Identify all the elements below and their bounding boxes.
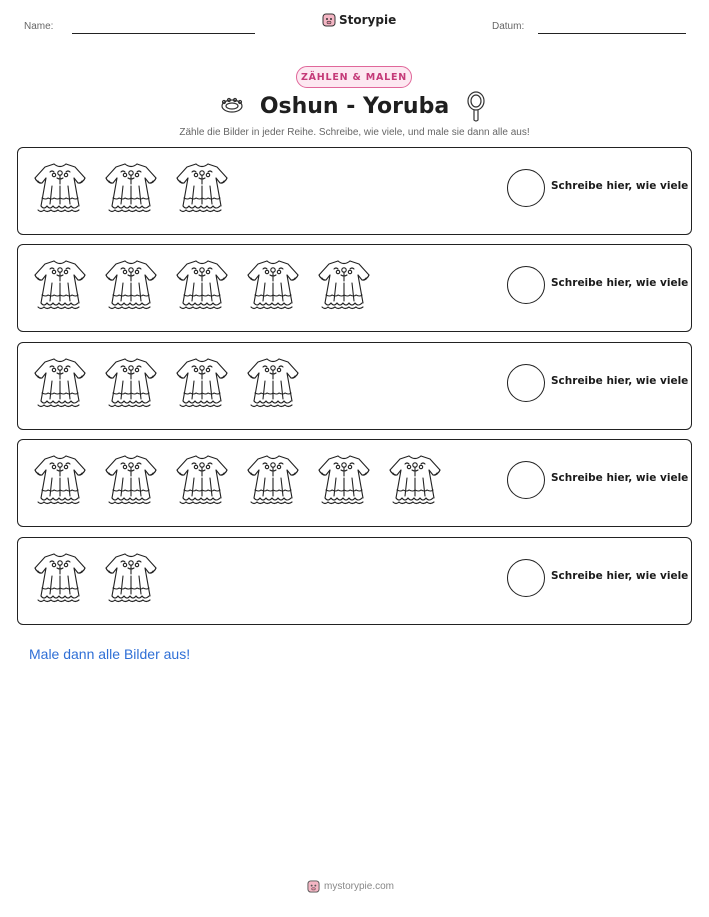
dress-icon[interactable] — [30, 257, 90, 313]
footer-url: mystorypie.com — [324, 881, 395, 892]
dress-icon[interactable] — [101, 452, 161, 508]
answer-circle[interactable] — [507, 559, 545, 597]
answer-label: Schreibe hier, wie viele — [551, 277, 689, 289]
dress-icon[interactable] — [385, 452, 445, 508]
dress-icon[interactable] — [101, 355, 161, 411]
storypie-logo — [322, 13, 396, 27]
dress-icon[interactable] — [30, 452, 90, 508]
date-label: Datum: — [492, 21, 525, 32]
dress-icon[interactable] — [101, 257, 161, 313]
dress-icon[interactable] — [172, 452, 232, 508]
answer-label: Schreibe hier, wie viele — [551, 472, 689, 484]
coloring-instruction: Male dann alle Bilder aus! — [29, 646, 191, 662]
answer-circle[interactable] — [507, 169, 545, 207]
counting-row — [17, 439, 692, 527]
counting-row — [17, 244, 692, 332]
answer-label: Schreibe hier, wie viele — [551, 180, 689, 192]
dress-icon[interactable] — [30, 160, 90, 216]
dress-icon[interactable] — [30, 355, 90, 411]
answer-circle[interactable] — [507, 266, 545, 304]
dress-icon[interactable] — [243, 452, 303, 508]
dress-icon[interactable] — [314, 257, 374, 313]
dress-icon[interactable] — [30, 550, 90, 606]
footer-logo — [307, 880, 394, 893]
answer-label: Schreibe hier, wie viele — [551, 570, 689, 582]
category-badge: ZÄHLEN & MALEN — [296, 66, 412, 88]
counting-row — [17, 342, 692, 430]
dress-icon[interactable] — [314, 452, 374, 508]
dress-icon[interactable] — [172, 257, 232, 313]
answer-circle[interactable] — [507, 364, 545, 402]
worksheet-header — [0, 0, 709, 50]
pig-mascot-icon — [307, 880, 320, 893]
name-label: Name: — [24, 21, 54, 32]
dress-icon[interactable] — [101, 550, 161, 606]
counting-row — [17, 537, 692, 625]
dress-icon[interactable] — [101, 160, 161, 216]
instructions: Zähle die Bilder in jeder Reihe. Schreibe, wie viele, und male sie dann alle aus! — [179, 127, 530, 138]
dress-icon[interactable] — [172, 160, 232, 216]
pig-mascot-icon — [322, 13, 336, 27]
page-title: Oshun - Yoruba — [259, 94, 450, 119]
brand-name: Storypie — [339, 13, 397, 27]
dress-icon[interactable] — [243, 257, 303, 313]
dress-icon[interactable] — [172, 355, 232, 411]
counting-row — [17, 147, 692, 235]
name-field[interactable] — [72, 33, 255, 34]
hand-mirror-icon — [465, 91, 487, 123]
dress-icon[interactable] — [243, 355, 303, 411]
answer-circle[interactable] — [507, 461, 545, 499]
date-field[interactable] — [538, 33, 686, 34]
answer-label: Schreibe hier, wie viele — [551, 375, 689, 387]
